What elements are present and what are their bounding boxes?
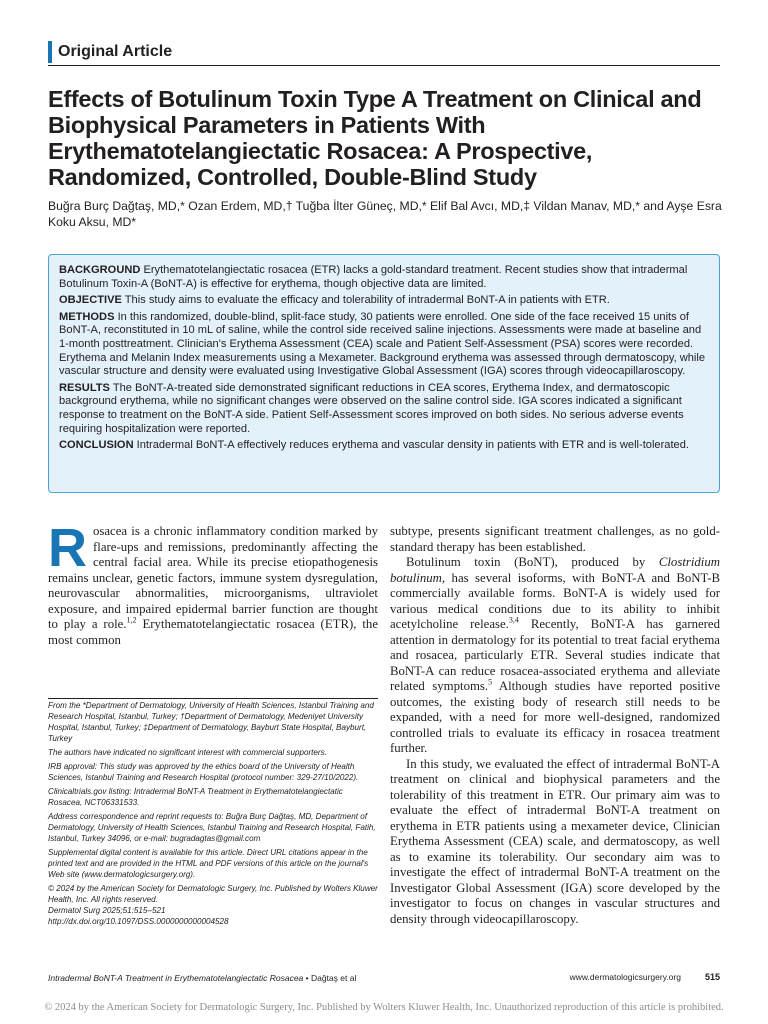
intro-text-tail: Erythematotelangiectatic rosacea (ETR), the most common [48, 617, 379, 647]
abstract-objective-text: This study aims to evaluate the efficacy and tolerability of intradermal BoNT-A in patients with ETR. [124, 294, 610, 307]
footnote-correspondence: Address correspondence and reprint requests to: Buğra Burç Dağtaş, MD, Department of Dermatology, University of Health Sciences, Istanbul Training and Research Hospital, Fatih, Istanbul, Turkey 34096, or e-mail: bugradagtas@gmail.com [48, 812, 376, 843]
abstract-methods-text: In this randomized, double-blind, split-face study, 30 patients were enrolled. One side of the face received 15 units of BoNT-A, reconstituted in 10 mL of saline, while the control side received saline injections. Assessments were made at baseline and 1-month posttreatment. Clinician's Erythema Assessment (CEA) scale and Patient Self-Assessment (PSA) scores were recorded. Erythema and Melanin Index measurements using a Mexameter. Background erythema was assessed through dermatoscopy, while vascular structure and density were evaluated using Investigative Global Assessment (IGA) scores through videocapillaroscopy. [59, 310, 706, 378]
body-paragraph: subtype, presents significant treatment challenges, as no gold-standard therapy has been established. [390, 524, 720, 554]
species-name: Clostridium botulinum [390, 555, 720, 585]
abstract-results [59, 382, 710, 436]
footnote-irb: IRB approval: This study was approved by the ethics board of the University of Health Sciences, Istanbul Training and Research Hospital (protocol number: 329-27/10/2022). [48, 762, 359, 782]
drop-cap: R [48, 518, 87, 578]
running-footer [48, 973, 356, 983]
running-title: Intradermal BoNT-A Treatment in Erythematotelangiectatic Rosacea [48, 973, 304, 983]
abstract-results-label: RESULTS [59, 381, 110, 394]
citation-ref: 1,2 [126, 615, 137, 625]
article-title: Effects of Botulinum Toxin Type A Treatment on Clinical and Biophysical Parameters in Patients With Erythematotelangiectatic Rosacea: A Prospective, Randomized, Controlled, Double-Blind Study [48, 86, 702, 190]
section-accent-bar [48, 41, 52, 63]
page-number: 515 [704, 972, 720, 982]
body-left-column [48, 518, 379, 648]
footnotes [48, 700, 378, 927]
footnote-copyright: © 2024 by the American Society for Dermatologic Surgery, Inc. Published by Wolters Kluwer Health, Inc. All rights reserved. [48, 884, 378, 904]
running-authors: • Dağtaş et al [303, 973, 357, 983]
footnote-supplemental: Supplemental digital content is available for this article. Direct URL citations appear in the printed text and are provided in the HTML and PDF versions of this article on the journal's Web site (www.dermatologicsurgery.org). [48, 848, 369, 879]
abstract-conclusion-label: CONCLUSION [59, 439, 134, 452]
body-text: , has several isoforms, with BoNT-A and BoNT-B commercially available forms. BoNT-A is widely used for various medical conditions due to its ability to inhibit acetylcholine release. [390, 570, 720, 631]
footnote-citation: Dermatol Surg 2025;51:515–521 [48, 906, 166, 915]
copyright-notice: © 2024 by the American Society for Dermatologic Surgery, Inc. Published by Wolters Kluwer Health, Inc. Unauthorized reproduction of this article is prohibited. [44, 1002, 724, 1013]
abstract-box [48, 254, 720, 493]
abstract-methods-label: METHODS [59, 310, 115, 323]
body-text: Although studies have reported positive outcomes, the existing body of research still needs to be expanded, with a need for more well-designed, randomized controlled trials to evaluate its efficacy in rosacea treatment further. [390, 679, 720, 755]
section-label [48, 41, 172, 63]
intro-paragraph [48, 518, 379, 648]
abstract-conclusion-text: Intradermal BoNT-A effectively reduces erythema and vascular density in patients with ETR and is well-tolerated. [136, 439, 689, 452]
citation-ref: 5 [488, 677, 493, 687]
abstract-objective [59, 294, 710, 308]
body-text: Recently, BoNT-A has garnered attention in dermatology for its potential to treat facial erythema and rosacea, particularly ETR. Several studies indicate that BoNT-A can reduce rosacea-associated erythema and alleviate related symptoms. [390, 617, 720, 693]
section-label-text: Original Article [58, 43, 173, 60]
footnote-affiliations: From the *Department of Dermatology, University of Health Sciences, Istanbul Training and Research Hospital, Istanbul, Turkey; †Department of Dermatology, Medeniyet University Hospital, Istanbul, Turkey; ‡Department of Dermatology, Bayburt State Hospital, Bayburt, Turkey [48, 701, 374, 743]
footnote-trial-listing: Clinicaltrials.gov listing: Intradermal BoNT-A Treatment in Erythematotelangiectatic Rosacea, NCT06331533. [48, 787, 343, 807]
body-text: Botulinum toxin (BoNT), produced by [406, 555, 659, 569]
body-paragraph: In this study, we evaluated the effect of intradermal BoNT-A treatment on clinical and biophysical parameters and the tolerability of this treatment in ETR. Our primary aim was to evaluate the effect of intradermal BoNT-A treatment on erythema in ETR patients using a mexameter device, Clinician Erythema Assessment (CEA) scale, and dermatoscopy, as well as to examine its tolerability. Our secondary aim was to investigate the effect of intradermal BoNT-A treatment on the Investigator Global Assessment (IGA) score developed by the investigator to focus on changes in vascular structures and density through videocapillaroscopy. [390, 756, 720, 926]
citation-ref: 3,4 [508, 615, 519, 625]
abstract-conclusion [59, 439, 710, 453]
abstract-background [59, 264, 710, 291]
abstract-background-label: BACKGROUND [59, 264, 141, 276]
abstract-objective-label: OBJECTIVE [59, 294, 122, 307]
footnote-doi[interactable]: http://dx.doi.org/10.1097/DSS.0000000000004528 [48, 917, 229, 926]
footer-right [570, 972, 720, 982]
journal-website-link[interactable]: www.dermatologicsurgery.org [569, 972, 681, 982]
abstract-background-text: Erythematotelangiectatic rosacea (ETR) lacks a gold-standard treatment. Recent studies show that intradermal Botulinum Toxin-A (BoNT-A) is effective for erythema, though objective data are limited. [59, 264, 688, 290]
intro-text: osacea is a chronic inflammatory condition marked by flare-ups and remissions, predominantly affecting the central facial area. While its precise etiopathogenesis remains unclear, genetic factors, immune system dysregulation, neurovascular abnormalities, microorganisms, ultraviolet exposure, and impaired epidermal barrier function are thought to play a role. [48, 524, 378, 631]
footnote-rule [48, 698, 378, 699]
abstract-methods [59, 311, 710, 379]
header-rule [48, 65, 720, 66]
footnote-disclosure: The authors have indicated no significant interest with commercial supporters. [48, 748, 327, 757]
body-paragraph [390, 555, 720, 757]
abstract-results-text: The BoNT-A-treated side demonstrated significant reductions in CEA scores, Erythema Index, and dermatoscopic background erythema, while no significant changes were observed on the saline control side. IGA scores indicated a significant response to treatment on the BoNT-A side. Patient Self-Assessment scores improved on both sides. No serious adverse events requiring hospitalization were reported. [59, 381, 684, 435]
author-list: Buğra Burç Dağtaş, MD,* Ozan Erdem, MD,† Tuğba İlter Güneç, MD,* Elif Bal Avcı, MD,‡ Vildan Manav, MD,* and Ayşe Esra Koku Aksu, MD* [48, 199, 722, 229]
body-right-column [390, 524, 720, 927]
